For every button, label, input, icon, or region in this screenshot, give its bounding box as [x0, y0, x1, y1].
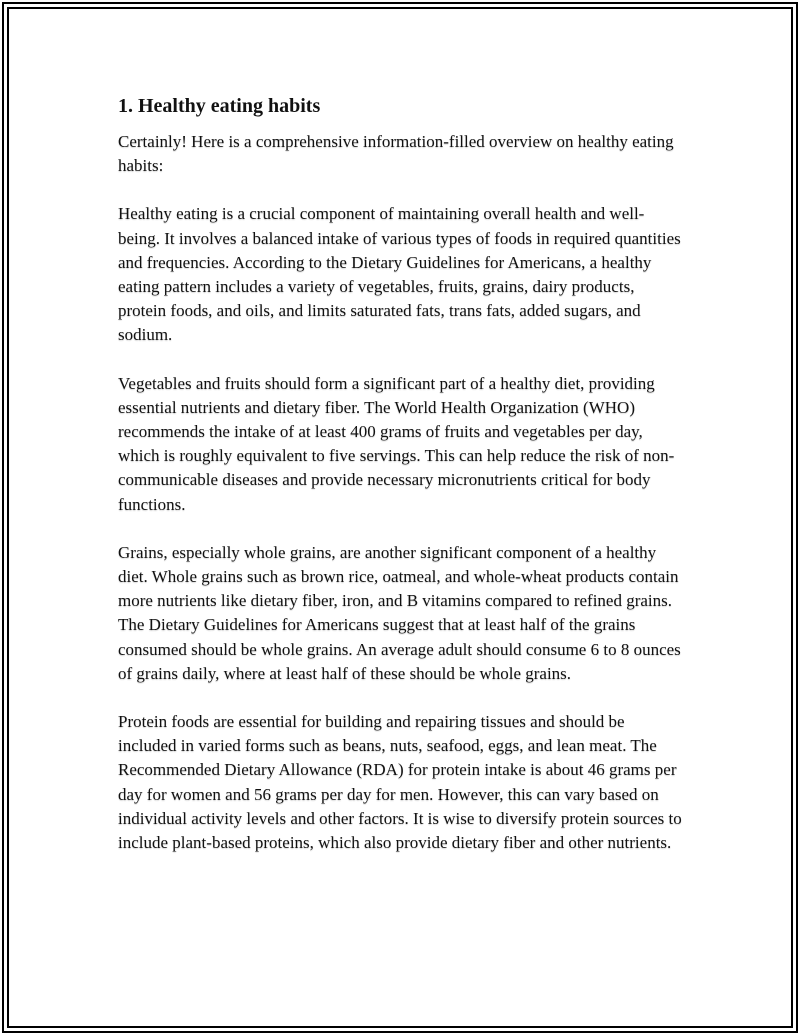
grains-paragraph: Grains, especially whole grains, are another significant component of a healthy diet. Whole grains such as brown rice, oatmeal, and whole-wheat products contain more nutrients like dietary fiber, iron, and B vitamins compared to refined grains. The Dietary Guidelines for Americans suggest that at least half of the grains consumed should be whole grains. An average adult should consume 6 to 8 ounces of grains daily, where at least half of these should be whole grains.: [118, 542, 681, 683]
protein-paragraph: Protein foods are essential for building and repairing tissues and should be included in varied forms such as beans, nuts, seafood, eggs, and lean meat. The Recommended Dietary Allowance (RDA) for protein intake is about 46 grams per day for women and 56 grams per day for men. However, this can vary based on individual activity levels and other factors. It is wise to diversify protein sources to include plant-based proteins, which also provide dietary fiber and other nutrients.: [118, 712, 682, 853]
document-body: [118, 93, 686, 879]
intro-paragraph: Certainly! Here is a comprehensive information-filled overview on healthy eating habits:: [118, 132, 674, 176]
vegetables-fruits-paragraph: Vegetables and fruits should form a significant part of a healthy diet, providing essential nutrients and dietary fiber. The World Health Organization (WHO) recommends the intake of at least 400 grams of fruits and vegetables per day, which is roughly equivalent to five servings. This can help reduce the risk of non-communicable diseases and provide necessary micronutrients critical for body functions.: [118, 373, 675, 514]
section-title: 1. Healthy eating habits: [118, 95, 321, 117]
overview-paragraph: Healthy eating is a crucial component of maintaining overall health and well-being. It involves a balanced intake of various types of foods in required quantities and frequencies. According to the Dietary Guidelines for Americans, a healthy eating pattern includes a variety of vegetables, fruits, grains, dairy products, protein foods, and oils, and limits saturated fats, trans fats, added sugars, and sodium.: [118, 204, 681, 345]
